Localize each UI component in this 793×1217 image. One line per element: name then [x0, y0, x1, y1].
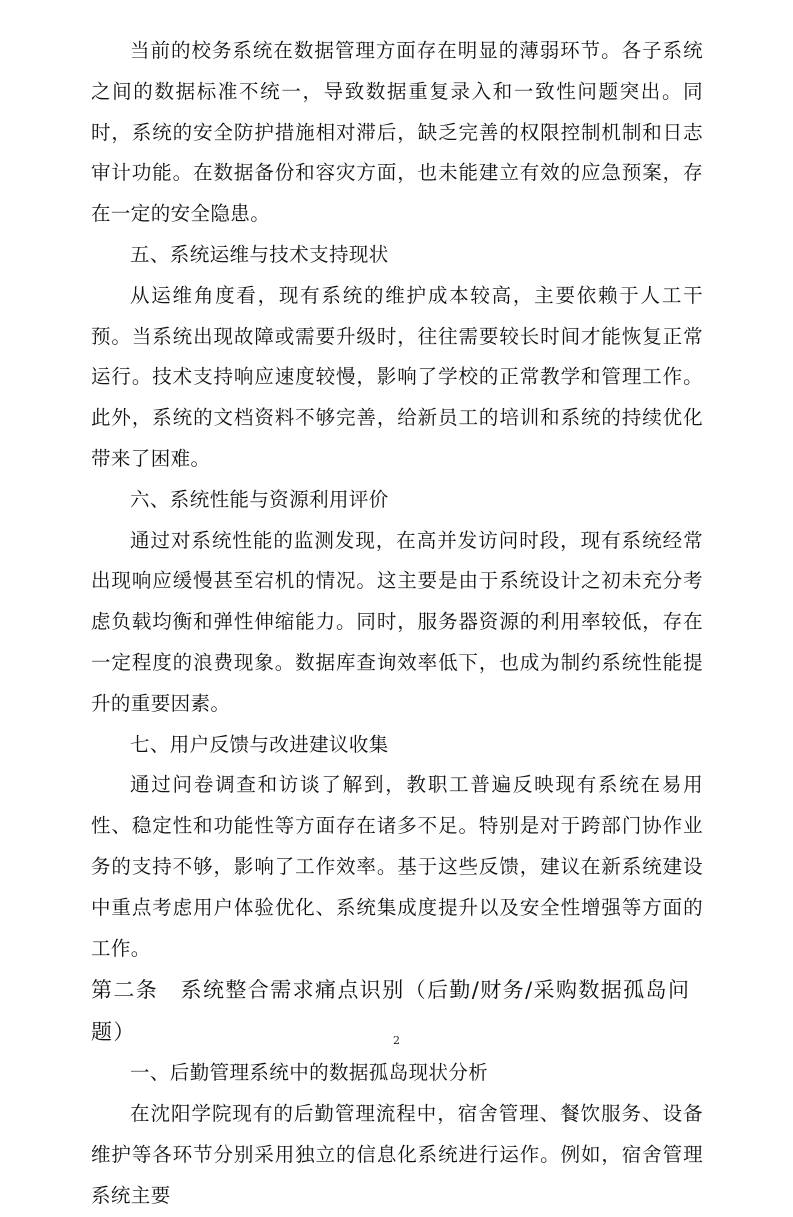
paragraph-logistics: 在沈阳学院现有的后勤管理流程中，宿舍管理、餐饮服务、设备维护等各环节分别采用独立的信息化系统进行运作。例如，宿舍管理系统主要	[91, 1102, 703, 1207]
paragraph-operations: 从运维角度看，现有系统的维护成本较高，主要依赖于人工干预。当系统出现故障或需要升级时，往往需要较长时间才能恢复正常运行。技术支持响应速度较慢，影响了学校的正常教学和管理工作。此外，系统的文档资料不够完善，给新员工的培训和系统的持续优化带来了困难。	[91, 283, 703, 470]
page-number: 2	[393, 1034, 400, 1047]
paragraph-data-management: 当前的校务系统在数据管理方面存在明显的薄弱环节。各子系统之间的数据标准不统一，导致数据重复录入和一致性问题突出。同时，系统的安全防护措施相对滞后，缺乏完善的权限控制机制和日志审计功能。在数据备份和容灾方面，也未能建立有效的应急预案，存在一定的安全隐患。	[91, 39, 703, 226]
article-heading: 第二条 系统整合需求痛点识别（后勤/财务/采购数据孤岛问题）	[91, 978, 691, 1045]
section-heading-logistics: 一、后勤管理系统中的数据孤岛现状分析	[130, 1061, 489, 1085]
paragraph-performance: 通过对系统性能的监测发现，在高并发访问时段，现有系统经常出现响应缓慢甚至宕机的情况。这主要是由于系统设计之初未充分考虑负载均衡和弹性伸缩能力。同时，服务器资源的利用率较低，存在一定程度的浪费现象。数据库查询效率低下，也成为制约系统性能提升的重要因素。	[91, 528, 703, 715]
paragraph-feedback: 通过问卷调查和访谈了解到，教职工普遍反映现有系统在易用性、稳定性和功能性等方面存在诸多不足。特别是对于跨部门协作业务的支持不够，影响了工作效率。基于这些反馈，建议在新系统建设中重点考虑用户体验优化、系统集成度提升以及安全性增强等方面的工作。	[91, 773, 703, 960]
section-heading-feedback: 七、用户反馈与改进建议收集	[130, 732, 389, 756]
section-heading-performance: 六、系统性能与资源利用评价	[130, 487, 389, 511]
section-heading-operations: 五、系统运维与技术支持现状	[130, 242, 389, 266]
